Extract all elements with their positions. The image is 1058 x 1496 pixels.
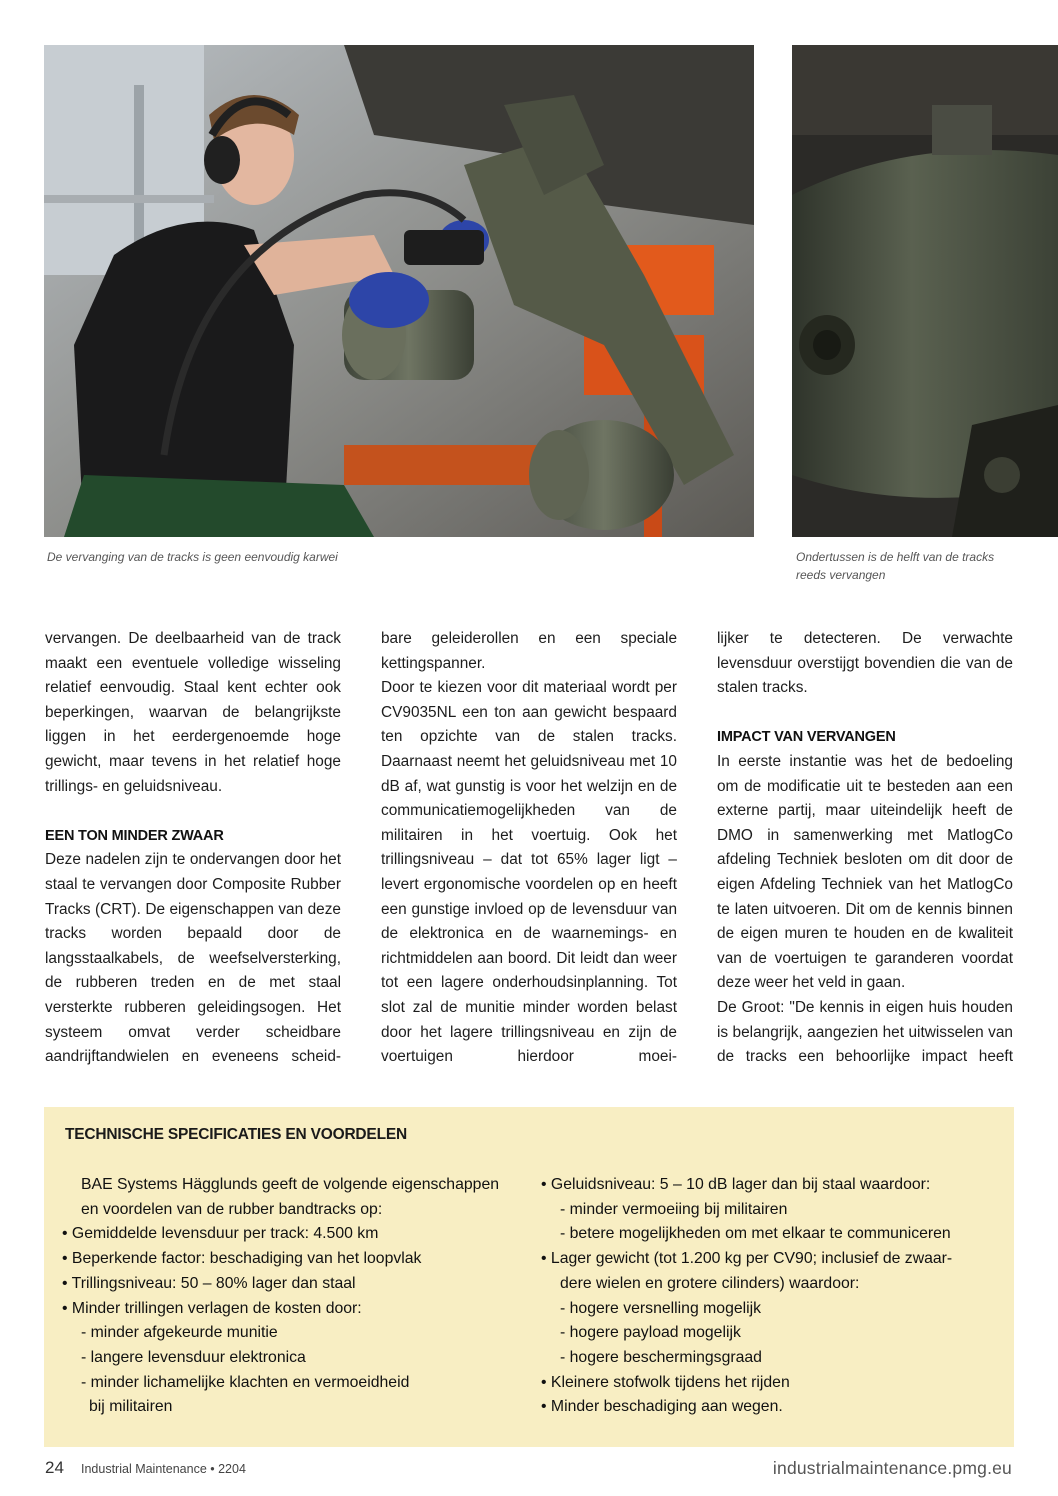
mechanic-photo: [44, 45, 754, 537]
spec-bullet: • Geluidsniveau: 5 – 10 dB lager dan bij staal waardoor:: [541, 1176, 931, 1193]
article-column-3: [717, 627, 1013, 1070]
paragraph: bare geleiderollen en een speciale kettingspanner.: [381, 630, 677, 672]
spec-subitem: - minder vermoeiing bij militairen: [560, 1200, 788, 1218]
paragraph: Door te kiezen voor dit materiaal wordt per CV9035NL een ton aan gewicht bespaard ten opzichte van de stalen tracks. Daarnaast neemt het geluidsniveau met 10 dB af, wat gunstig is voor het welzijn en de communicatiemogelijkheden van de militairen in het voertuig. Ook het trillingsniveau – dat tot 65% lager ligt – levert ergonomische voordelen op en heeft een gunstige invloed op de levensduur van de elektronica en de waarnemings- en richtmiddelen aan boord. Dit leidt dan weer tot een lagere onderhoudsinplanning. Tot slot zal de munitie minder worden belast door het lagere trillingsniveau en zijn de voertuigen hierdoor moei-: [381, 679, 677, 1066]
spec-subitem: - minder afgekeurde munitie: [81, 1324, 278, 1342]
paragraph: vervangen. De deelbaarheid van de track maakt een eventuele volledige wisseling relatief eenvoudig. Staal kent echter ook beperkingen, waarvan de belangrijkste liggen in het eerdergenoemde hoge gewicht, maar tevens in het relatief hoge trillings- en geluidsniveau.: [45, 630, 341, 795]
spec-subitem: dere wielen en grotere cilinders) waardoor:: [560, 1274, 860, 1292]
magazine-issue: Industrial Maintenance • 2204: [81, 1462, 246, 1476]
spec-subitem: - minder lichamelijke klachten en vermoeidheid: [81, 1373, 410, 1391]
spec-bullet: • Lager gewicht (tot 1.200 kg per CV90; inclusief de zwaar-: [541, 1250, 953, 1268]
website-link[interactable]: industrialmaintenance.pmg.eu: [772, 1458, 1012, 1478]
paragraph: lijker te detecteren. De verwachte levensduur overstijgt bovendien die van de stalen tracks.: [717, 630, 1013, 697]
spec-line: BAE Systems Hägglunds geeft de volgende eigenschappen: [81, 1176, 500, 1193]
spec-list-left: [62, 1173, 532, 1420]
spec-bullet: • Minder beschadiging aan wegen.: [541, 1398, 783, 1416]
article-column-1: [45, 627, 341, 1070]
spec-line: en voordelen van de rubber bandtracks op:: [81, 1200, 383, 1218]
paragraph: Deze nadelen zijn te ondervangen door het staal te vervangen door Composite Rubber Tracks (CRT). De eigenschappen van deze tracks worden bepaald door de langsstaalkabels, de weefselversterking, de rubberen treden en de met staal versterkte rubberen geleidingsogen. Het systeem omvat verder scheidbare aandrijftandwielen en eveneens scheid-: [45, 851, 341, 1066]
page-number: 24: [45, 1458, 64, 1477]
caption-line: Ondertussen is de helft van de tracks: [796, 550, 995, 564]
photo-caption-right: [796, 548, 1046, 584]
spec-bullet: • Beperkende factor: beschadiging van het loopvlak: [62, 1250, 422, 1268]
section-heading: EEN TON MINDER ZWAAR: [45, 827, 224, 844]
spec-subitem: - hogere payload mogelijk: [560, 1324, 741, 1342]
spec-subitem: - betere mogelijkheden om met elkaar te communiceren: [560, 1225, 951, 1243]
photo-caption-left: De vervanging van de tracks is geen eenvoudig karwei: [47, 550, 338, 564]
spec-box: [44, 1107, 1014, 1447]
spec-list-right: [541, 1173, 1001, 1420]
article-column-2: [381, 627, 677, 1070]
spec-subitem: - hogere beschermingsgraad: [560, 1348, 762, 1366]
spec-bullet: • Minder trillingen verlagen de kosten door:: [62, 1299, 362, 1317]
paragraph: De Groot: "De kennis in eigen huis houden is belangrijk, aangezien het uitwisselen van de tracks een behoorlijke impact heeft: [717, 998, 1013, 1066]
section-heading: IMPACT VAN VERVANGEN: [717, 729, 896, 746]
hub-closeup-photo: [792, 45, 1058, 537]
paragraph: In eerste instantie was het de bedoeling om de modificatie uit te besteden aan een externe partij, maar uiteindelijk heeft de DMO in samenwerking met MatlogCo afdeling Techniek besloten om dit door de eigen Afdeling Techniek van het MatlogCo te laten uitvoeren. Dit om de kennis binnen de eigen muren te houden en de kwaliteit van de voertuigen te garanderen voordat deze weer het veld in gaan.: [717, 752, 1013, 992]
spec-subitem: bij militairen: [89, 1398, 173, 1416]
spec-bullet: • Gemiddelde levensduur per track: 4.500 km: [62, 1225, 379, 1243]
spec-subitem: - langere levensduur elektronica: [81, 1348, 306, 1366]
spec-title: TECHNISCHE SPECIFICATIES EN VOORDELEN: [65, 1126, 407, 1143]
spec-subitem: - hogere versnelling mogelijk: [560, 1299, 762, 1317]
spec-bullet: • Trillingsniveau: 50 – 80% lager dan staal: [62, 1274, 356, 1292]
caption-line: reeds vervangen: [796, 568, 886, 582]
spec-bullet: • Kleinere stofwolk tijdens het rijden: [541, 1373, 790, 1391]
